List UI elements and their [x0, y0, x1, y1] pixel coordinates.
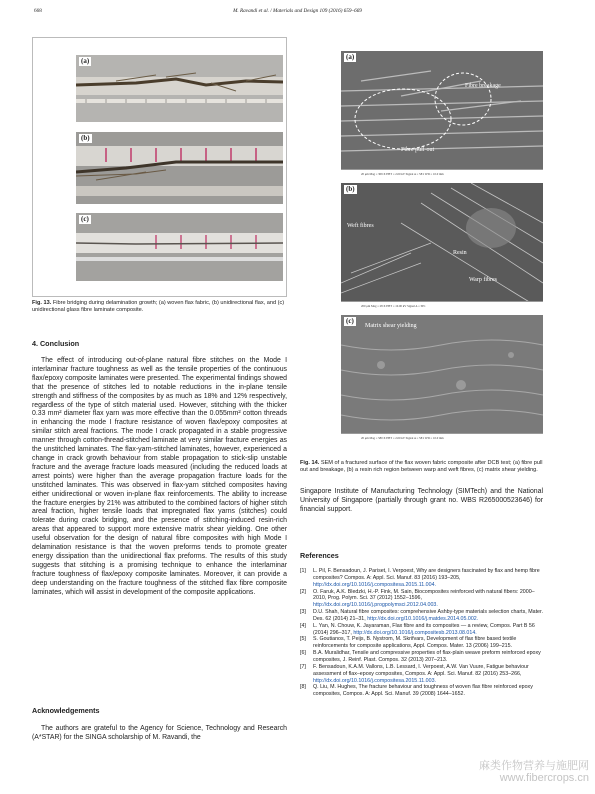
- figure-13-caption: [32, 300, 287, 315]
- conclusion-paragraph: The effect of introducing out-of-plane natural fibre stitches on the Mode I interlaminar fracture toughness as well as the tensile properties of the continuous flax/epoxy composite laminates were presented. The experimental findings showed that the presence of stitches led to notable reductions in the in-plane tensile strength and stiffness of the composites by as much as 18% and 12% respectively, regardless of the type of stitch material used. However, stitching with the thicker 0.33 mm² diameter flax yarn was more effective than the 0.055mm² cotton threads in enhancing the mode I fracture resistance of woven flax/epoxy composites at similar stitch areal fractions. The mode I crack propagated in a stable progressive manner through cotton-thread-stitched laminate at very similar fracture energies as the unstitched laminates. The flax-yarn-stitched laminates, however, experienced a change in crack growth behaviour from stable propagation to stick-slip unstable fracture and the average fracture loads measured (including the reduced loads at arrest points) were higher than the average propagation fracture loads for the unstitched laminates. This was observed in flax-yarn stitched composites having either unidirectional or woven in-plane flax reinforcements. The ability to increase the fracture energies by 21% was attributed to the combined factors of higher stitch areal fraction, higher tensile loads that impregnated flax yarns (stitches) could tolerate during crack bridging, and the presence of stitching-induced resin-rich areas that appeared to support more extensive matrix shear yielding. One other useful observation for the design of natural fibre composites with high Mode I delamination resistance is that the woven preforms tends to promote greater energy dissipation than the unidirectional flax preforms. The results of this study suggests that stitching is a promising technique to enhance the interlaminar fracture toughness of flax/epoxy composite laminates. Moreover, it can provide a deep understanding on the fracture toughness of the stitched flax fibre composite laminates, which will assist in development of the composite applications.: [32, 357, 287, 596]
- acknowledgements-heading: Acknowledgements: [32, 706, 100, 715]
- reference-item: [300, 609, 543, 623]
- figure-13-image-c: [76, 213, 283, 281]
- figure-14-panel-c: [341, 315, 543, 442]
- reference-doi-link[interactable]: http://dx.doi.org/10.1016/j.compositesa.2015.11.004.: [313, 581, 436, 588]
- reference-text: S. Goutianos, T. Peijs, B. Nystrom, M. Skrifvars, Development of flax fibre based textile reinforcements for composite applications, Appl. Compos. Mater. 13 (2006) 199–215.: [313, 636, 517, 650]
- reference-text: D.U. Shah, Natural fibre composites: comprehensive Ashby-type materials selection charts, Mater. Des. 62 (2014) 21–31,: [313, 609, 543, 622]
- page-number: 668: [34, 8, 42, 14]
- reference-text: F. Bensadoun, K.A.M. Vallons, L.B. Lessard, I. Verpoest, A.W. Van Vuure, Fatigue behaviour assessment of flax–epoxy composites, Compos. A: Appl. Sci. Manuf. 82 (2016) 253–266,: [313, 663, 529, 677]
- reference-item: [300, 684, 543, 698]
- reference-doi-link[interactable]: http://dx.doi.org/10.1016/j.compositesa.2015.11.003.: [313, 677, 436, 684]
- caption-label: Fig. 14.: [300, 460, 320, 466]
- caption-text: Fibre bridging during delamination growth; (a) woven flax fabric, (b) unidirectional flax, and (c) unidirectional glass fibre laminate composite.: [32, 300, 285, 314]
- panel-label: (a): [346, 53, 355, 61]
- conclusion-body: [32, 357, 287, 597]
- panel-label: (c): [346, 317, 354, 325]
- reference-item: [300, 623, 543, 637]
- panel-label: (b): [81, 134, 90, 142]
- reference-item: [300, 568, 543, 589]
- reference-number: [8]: [300, 684, 306, 691]
- reference-number: [2]: [300, 588, 306, 595]
- reference-item: [300, 664, 543, 685]
- reference-item: [300, 636, 543, 650]
- figure-13-image-b: [76, 132, 283, 204]
- reference-text: O. Faruk, A.K. Bledzki, H.-P. Fink, M. Sain, Biocomposites reinforced with natural fibers: 2000–2010, Prog. Polym. Sci. 37 (2012) 1552–1596,: [313, 588, 535, 602]
- figure-14-caption: [300, 460, 543, 475]
- figure-14: [341, 51, 543, 451]
- acknowledgements-continued: [300, 488, 543, 515]
- reference-number: [3]: [300, 609, 306, 616]
- panel-label: (c): [81, 215, 89, 223]
- reference-number: [1]: [300, 568, 306, 574]
- label-fibre-pull-out: Fibre pull-out: [401, 147, 435, 153]
- reference-doi-link[interactable]: http://dx.doi.org/10.1016/j.matdes.2014.05.002.: [367, 615, 479, 622]
- figure-13-panel-b: [76, 132, 283, 204]
- caption-label: Fig. 13.: [32, 300, 52, 306]
- label-weft-fibres: Weft fibres: [347, 223, 374, 229]
- reference-text: L. Yan, N. Chouw, K. Jayaraman, Flax fibre and its composites — a review, Compos. Part B 56 (2014) 296–317,: [313, 622, 535, 636]
- reference-text: Q. Liu, M. Hughes, The fracture behaviour and toughness of woven flax fibre reinforced epoxy composites, Compos. A: Appl. Sci. Manuf. 39 (2008) 1644–1652.: [313, 684, 533, 698]
- watermark-line2: www.fibercrops.cn: [499, 772, 589, 784]
- figure-13-panel-c: [76, 213, 283, 281]
- figure-13: [32, 37, 287, 297]
- reference-text: B.A. Muralidhar, Tensile and compressive properties of flax-plain weave preform reinforced epoxy composites, J. Reinf. Plast. Compos. 32 (2013) 207–213.: [313, 650, 541, 663]
- journal-citation: M. Ravandi et al. / Materials and Design 109 (2016) 659–669: [233, 8, 362, 14]
- reference-number: [4]: [300, 622, 306, 629]
- figure-13-image-a: [76, 55, 283, 122]
- reference-list: [300, 568, 543, 698]
- label-matrix-shear-yielding: Matrix shear yielding: [365, 323, 417, 329]
- figure-14-image-b: [341, 183, 543, 310]
- figure-14-panel-b: [341, 183, 543, 310]
- acknowledgements-body: [32, 725, 287, 743]
- running-header: [0, 6, 595, 20]
- conclusion-heading: 4. Conclusion: [32, 339, 80, 348]
- reference-number: [6]: [300, 650, 306, 657]
- sem-info-bar: 20 μm Mag = 309 X EHT = 2.00 kV Signal A = SE1 WD = 10.0 mm: [341, 169, 543, 178]
- reference-doi-link[interactable]: http://dx.doi.org/10.1016/j.progpolymsci.2012.04.003.: [313, 602, 438, 609]
- figure-14-image-c: [341, 315, 543, 442]
- panel-label: (b): [346, 185, 355, 193]
- reference-doi-link[interactable]: http://dx.doi.org/10.1016/j.compositesb.2013.08.014.: [353, 629, 477, 636]
- label-fibre-breakage: Fibre breakage: [465, 83, 501, 89]
- caption-text: SEM of a fractured surface of the flax woven fabric composite after DCB test; (a) fibre pull out and breakage, (b) a resin rich region between warp and weft fibres, (c) matrix shear yielding.: [300, 460, 543, 474]
- acknowledgements-paragraph-left: The authors are grateful to the Agency for Science, Technology and Research (A*STAR) for the SINGA scholarship of M. Ravandi, the: [32, 725, 287, 741]
- reference-text: L. Pil, F. Bensadoun, J. Pariset, I. Verpoest, Why are designers fascinated by flax and hemp fibre composites? Compos. A: Appl. Sci. Manuf. 83 (2016) 193–205,: [313, 568, 540, 581]
- sem-info-bar: 200 μm Mag = 28 X EHT = 10.00 kV Signal A = SE1: [341, 301, 543, 310]
- acknowledgements-paragraph-right: Singapore Institute of Manufacturing Technology (SIMTech) and the National University of Singapore (partially through grant no. WBS R265000523646) for financial support.: [300, 488, 543, 513]
- reference-item: [300, 589, 543, 610]
- reference-number: [5]: [300, 636, 306, 643]
- watermark-line1: 麻类作物营养与施肥网: [479, 760, 589, 772]
- label-resin: Resin: [453, 250, 467, 256]
- panel-label: (a): [81, 57, 90, 65]
- reference-item: [300, 650, 543, 664]
- reference-number: [7]: [300, 663, 306, 670]
- sem-info-bar: 20 μm Mag = 580 X EHT = 2.00 kV Signal A = SE1 WD = 10.0 mm: [341, 433, 543, 442]
- figure-13-panel-a: [76, 55, 283, 122]
- watermark: [479, 760, 589, 784]
- figure-14-panel-a: [341, 51, 543, 178]
- references-heading: References: [300, 551, 339, 560]
- label-warp-fibres: Warp fibres: [469, 277, 498, 283]
- figure-14-image-a: [341, 51, 543, 178]
